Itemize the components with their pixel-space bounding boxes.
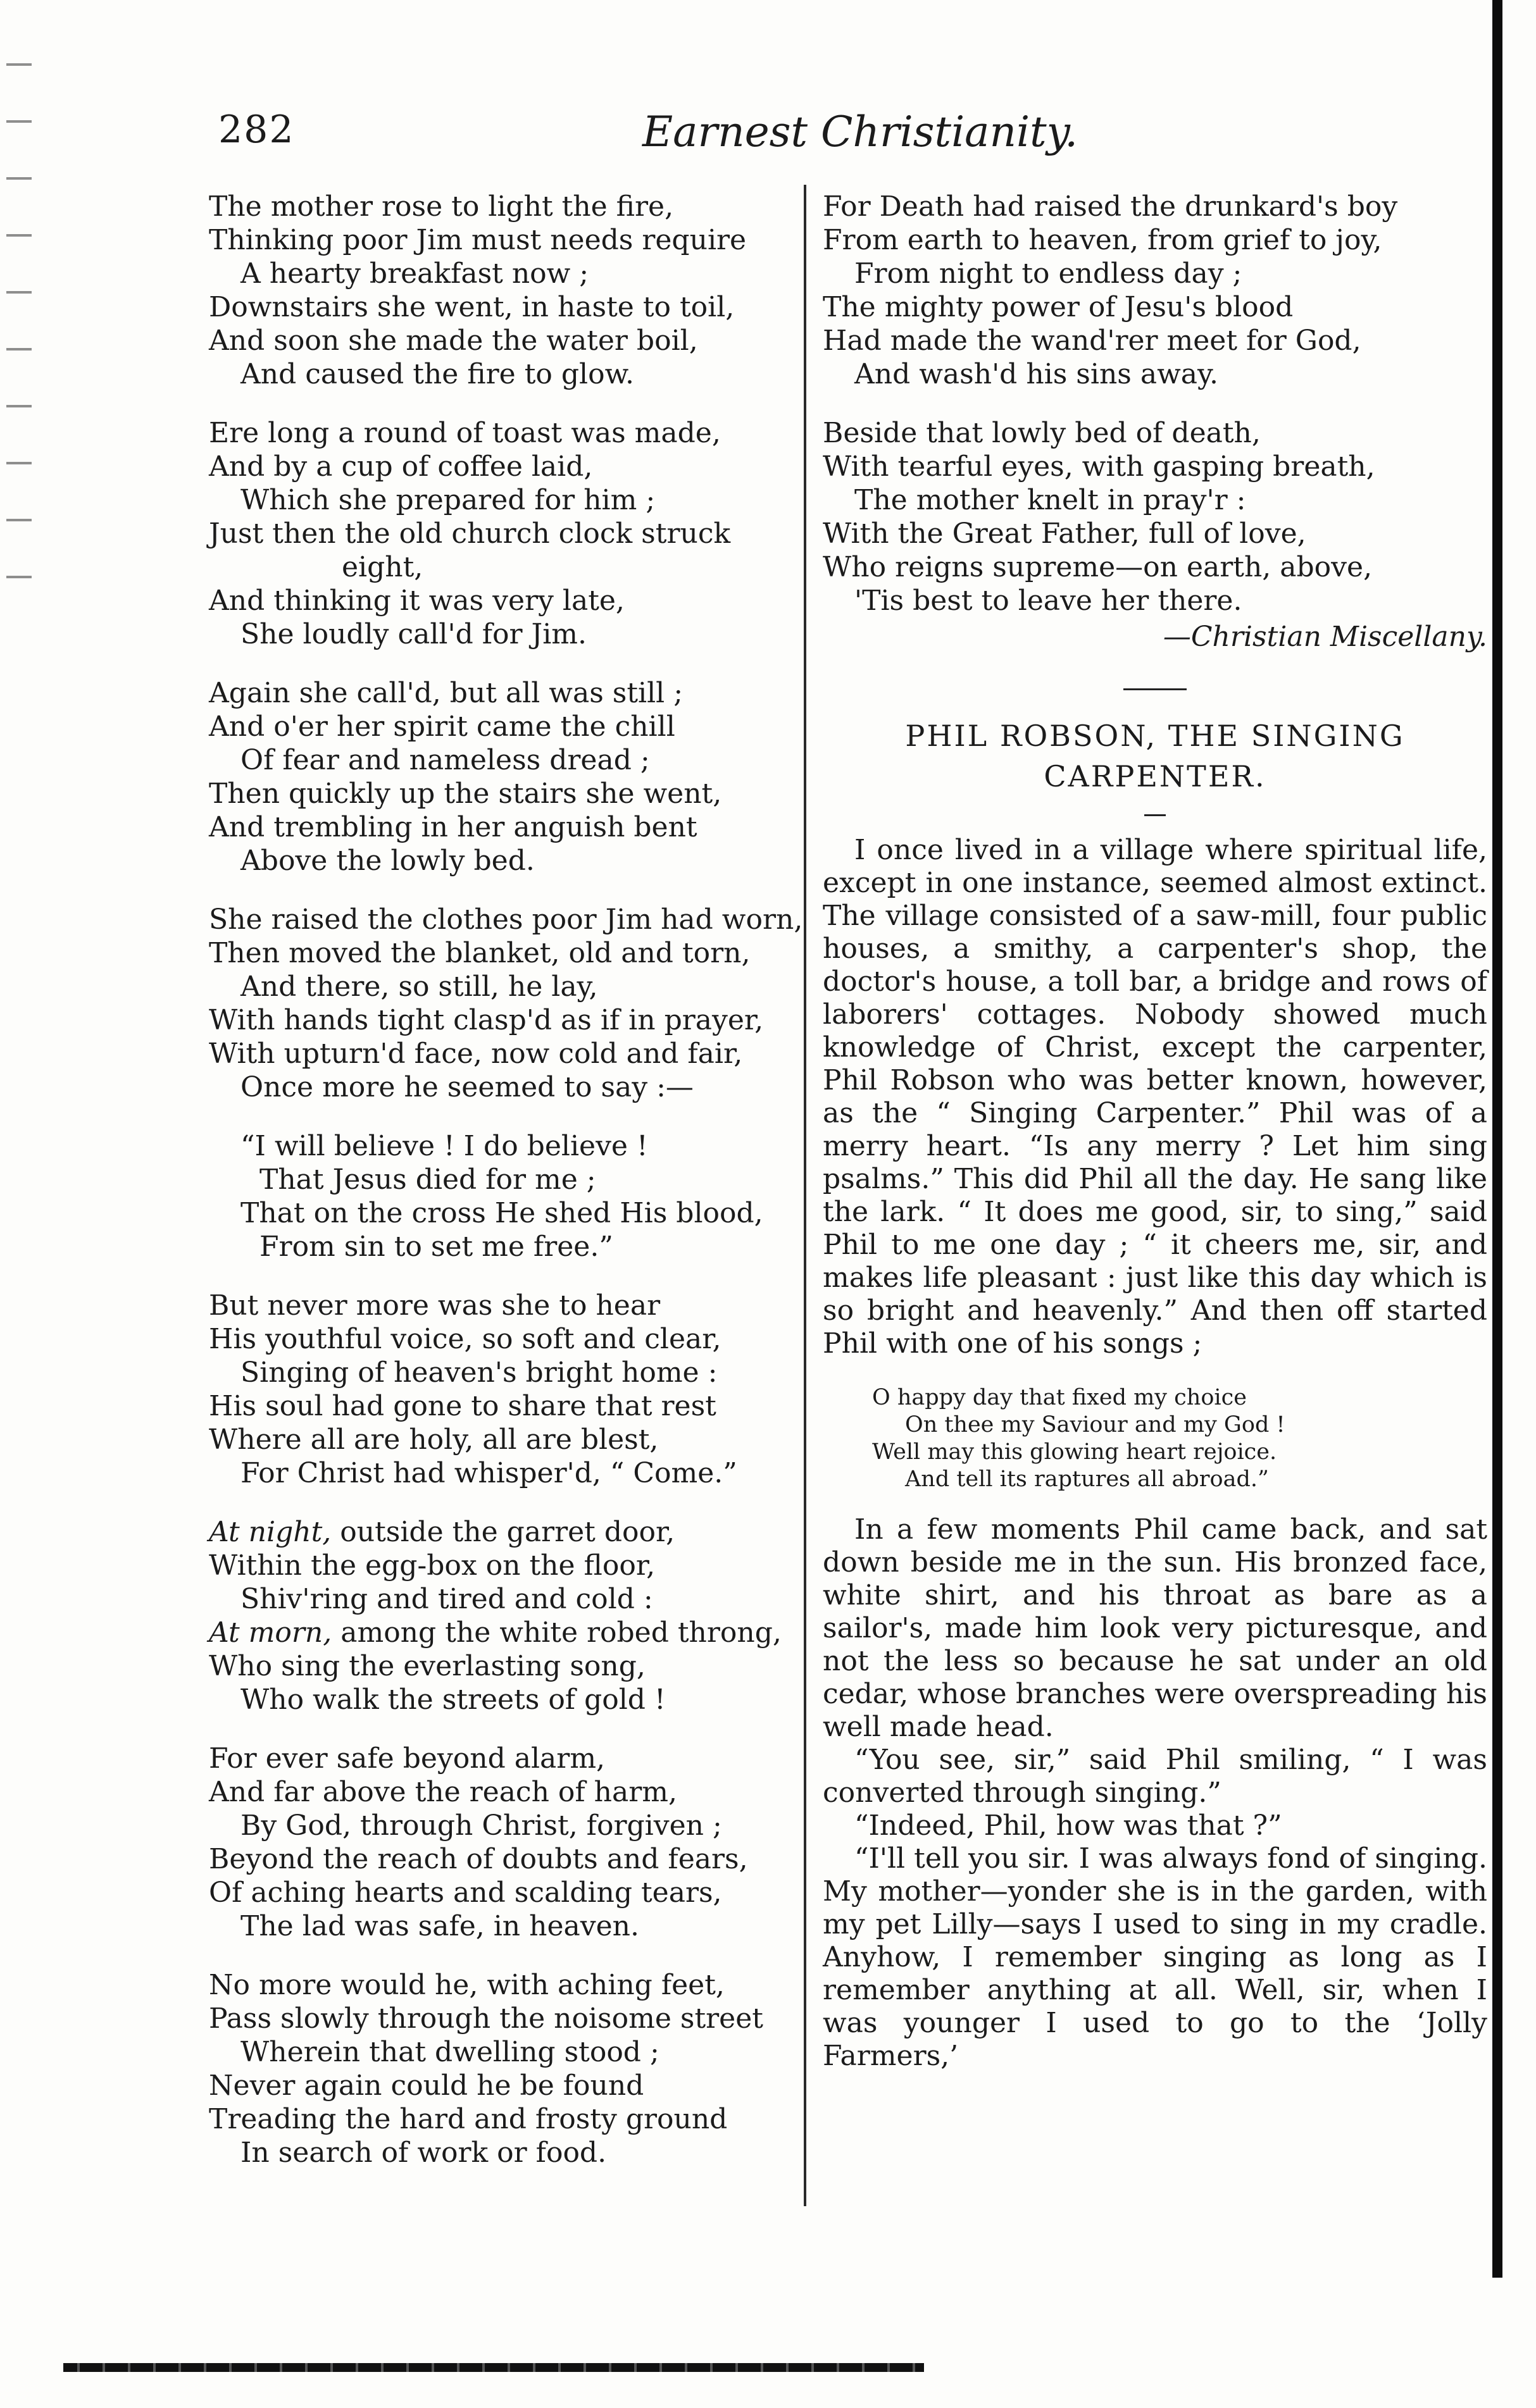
poem-line: The mother rose to light the fire,: [209, 190, 674, 223]
poem-line: Singing of heaven's bright home :: [240, 1356, 718, 1389]
poem-line: Of fear and nameless dread ;: [240, 744, 650, 776]
poem-line: For ever safe beyond alarm,: [209, 1742, 606, 1775]
article-paragraph: I once lived in a village where spiritual life, except in one instance, seemed almost extinct. The village consisted of a saw-mill, four public houses, a smithy, a carpenter's shop, the doctor's house, a toll bar, a bridge and rows of laborers' cottages. Nobody showed much knowledge of Christ, except the carpenter, Phil Robson who was better known, however, as the “ Singing Carpenter.” Phil was of a merry heart. “Is any merry ? Let him sing psalms.” This did Phil all the day. He sang like the lark. “ It does me good, sir, to sing,” said Phil to me one day ; “ it cheers me, sir, and makes life pleasant : just like this day which is so bright and heavenly.” And then off started Phil with one of his songs ;: [823, 834, 1487, 1360]
hymn-line: And tell its raptures all abroad.”: [905, 1467, 1269, 1492]
article-paragraph: “You see, sir,” said Phil smiling, “ I was converted through singing.”: [823, 1744, 1487, 1809]
poem-stanza: [209, 416, 797, 651]
poem-line: Again she call'd, but all was still ;: [209, 677, 684, 709]
hymn-quote: [823, 1384, 1487, 1493]
poem-line: Then moved the blanket, old and torn,: [209, 937, 751, 969]
poem-line: At night, outside the garret door,: [209, 1516, 675, 1548]
poem-stanza: [209, 190, 797, 391]
running-head: Earnest Christianity.: [642, 108, 1078, 156]
poem-line: A hearty breakfast now ;: [240, 258, 589, 290]
poem-stanza: [209, 676, 797, 878]
poem-stanzas-right: [823, 190, 1487, 618]
poem-line: Pass slowly through the noisome street: [209, 2002, 763, 2035]
poem-line: And trembling in her anguish bent: [209, 811, 697, 843]
poem-line: His youthful voice, so soft and clear,: [209, 1323, 721, 1355]
poem-line: But never more was she to hear: [209, 1289, 661, 1322]
hymn-line: O happy day that fixed my choice: [872, 1385, 1247, 1410]
poem-line: Wherein that dwelling stood ;: [240, 2036, 659, 2068]
section-separator: [1123, 688, 1187, 690]
poem-line: The mighty power of Jesu's blood: [823, 291, 1294, 323]
scan-margin-bar: [1492, 0, 1502, 2278]
poem-line-emphasis: At morn,: [209, 1617, 332, 1649]
poem-line: For Death had raised the drunkard's boy: [823, 190, 1398, 223]
column-divider: [804, 185, 806, 2206]
poem-line: “I will believe ! I do believe !: [240, 1130, 648, 1162]
title-dash: [1144, 814, 1166, 816]
poem-line: Shiv'ring and tired and cold :: [240, 1583, 653, 1615]
poem-line: Who walk the streets of gold !: [240, 1684, 666, 1716]
poem-line: Treading the hard and frosty ground: [209, 2103, 728, 2135]
poem-line: She raised the clothes poor Jim had worn,: [209, 903, 803, 936]
poem-line: Who sing the everlasting song,: [209, 1650, 646, 1682]
poem-stanza: [209, 1289, 797, 1490]
poem-stanzas-left: [209, 190, 803, 2169]
poem-line: That on the cross He shed His blood,: [240, 1197, 763, 1229]
article-title-line2: CARPENTER.: [1044, 759, 1266, 793]
poem-line: Within the egg-box on the floor,: [209, 1549, 656, 1582]
poem-attribution: —Christian Miscellany.: [1163, 621, 1487, 653]
poem-line: 'Tis best to leave her there.: [854, 585, 1242, 617]
poem-line: By God, through Christ, forgiven ;: [240, 1809, 722, 1842]
scan-edge-specks: [6, 38, 32, 582]
poem-line: And wash'd his sins away.: [854, 358, 1218, 390]
left-column: [209, 190, 803, 2169]
hymn-line: On thee my Saviour and my God !: [905, 1412, 1285, 1437]
poem-line: Where all are holy, all are blest,: [209, 1424, 659, 1456]
poem-line: Who reigns supreme—on earth, above,: [823, 551, 1373, 583]
poem-line: And thinking it was very late,: [209, 585, 625, 617]
article-paragraph: In a few moments Phil came back, and sat down beside me in the sun. His bronzed face, white shirt, and his throat as bare as a sailor's, made him look very picturesque, and not the less so because he sat under an old cedar, whose branches were overspreading his well made head.: [823, 1513, 1487, 1743]
poem-line: Then quickly up the stairs she went,: [209, 778, 722, 810]
poem-line: In search of work or food.: [240, 2137, 607, 2169]
poem-line: And far above the reach of harm,: [209, 1776, 677, 1808]
article-paragraph: “Indeed, Phil, how was that ?”: [854, 1809, 1282, 1842]
right-column: [823, 190, 1487, 2073]
poem-line: Had made the wand'rer meet for God,: [823, 325, 1361, 357]
poem-line: From night to endless day ;: [854, 258, 1242, 290]
poem-line: Of aching hearts and scalding tears,: [209, 1877, 722, 1909]
poem-line-emphasis: At night,: [209, 1516, 332, 1548]
poem-stanza: [209, 1515, 797, 1716]
poem-line: The mother knelt in pray'r :: [854, 484, 1246, 516]
poem-stanza: [209, 1129, 797, 1263]
poem-line: She loudly call'd for Jim.: [240, 618, 587, 650]
poem-line: Above the lowly bed.: [240, 845, 535, 877]
poem-stanza: [209, 903, 803, 1104]
poem-line: Once more he seemed to say :—: [240, 1071, 694, 1103]
poem-line: And soon she made the water boil,: [209, 325, 698, 357]
poem-line: And there, so still, he lay,: [240, 971, 598, 1003]
poem-line: With tearful eyes, with gasping breath,: [823, 450, 1375, 483]
poem-stanza: [823, 416, 1487, 618]
poem-line: Ere long a round of toast was made,: [209, 417, 721, 449]
poem-line: Just then the old church clock struck: [209, 518, 731, 550]
page-number: 282: [218, 108, 295, 152]
poem-line: Beyond the reach of doubts and fears,: [209, 1843, 748, 1875]
poem-line: With upturn'd face, now cold and fair,: [209, 1038, 743, 1070]
poem-line: And by a cup of coffee laid,: [209, 450, 593, 483]
hymn-line: Well may this glowing heart rejoice.: [872, 1439, 1277, 1465]
poem-line: Never again could he be found: [209, 2070, 644, 2102]
poem-stanza: [823, 190, 1487, 391]
poem-line: With the Great Father, full of love,: [823, 518, 1306, 550]
poem-line: At morn, among the white robed throng,: [209, 1617, 782, 1649]
poem-stanza: [209, 1742, 797, 1943]
poem-stanza: [209, 1968, 797, 2169]
article-paragraph: “I'll tell you sir. I was always fond of singing. My mother—yonder she is in the garden, with my pet Lilly—says I used to sing in my cradle. Anyhow, I remember singing as long as I remember anything at all. Well, sir, when I was younger I used to go to the ‘Jolly Farmers,’: [823, 1842, 1487, 2072]
poem-line: Beside that lowly bed of death,: [823, 417, 1261, 449]
poem-line: Which she prepared for him ;: [240, 484, 656, 516]
poem-line: Thinking poor Jim must needs require: [209, 224, 747, 256]
poem-line: eight,: [342, 551, 423, 583]
poem-line: No more would he, with aching feet,: [209, 1969, 725, 2001]
poem-line: From sin to set me free.”: [259, 1231, 613, 1263]
article-title-line1: PHIL ROBSON, THE SINGING: [905, 719, 1405, 753]
poem-line: And caused the fire to glow.: [240, 358, 635, 390]
bottom-rule: [63, 2363, 924, 2372]
poem-line: His soul had gone to share that rest: [209, 1390, 716, 1422]
poem-line: That Jesus died for me ;: [259, 1164, 596, 1196]
article-title: [823, 716, 1487, 797]
poem-line: With hands tight clasp'd as if in prayer,: [209, 1004, 764, 1036]
poem-line: Downstairs she went, in haste to toil,: [209, 291, 735, 323]
poem-line: From earth to heaven, from grief to joy,: [823, 224, 1382, 256]
poem-line: The lad was safe, in heaven.: [240, 1910, 639, 1942]
poem-line: And o'er her spirit came the chill: [209, 711, 675, 743]
poem-line: For Christ had whisper'd, “ Come.”: [240, 1457, 737, 1489]
